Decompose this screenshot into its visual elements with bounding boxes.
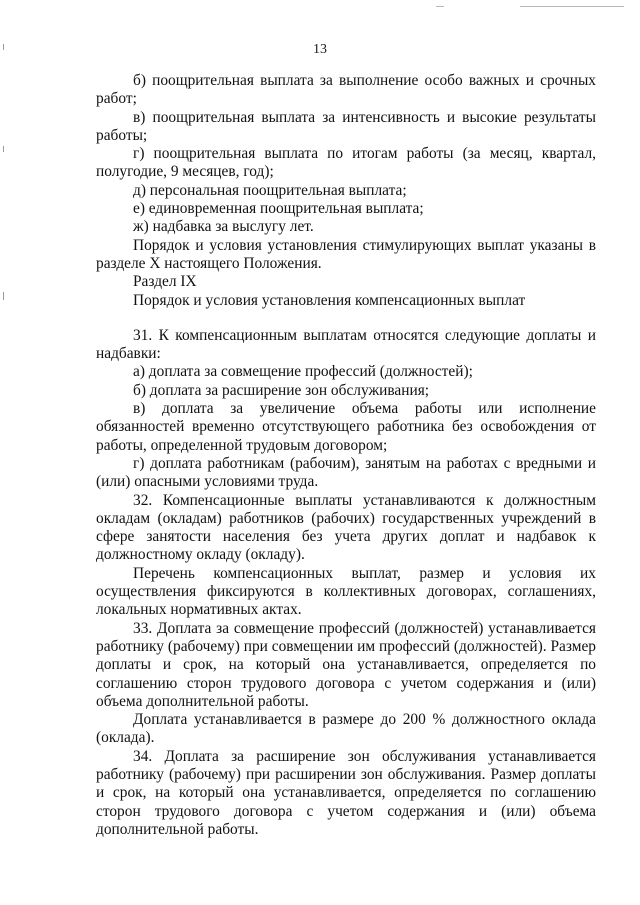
paragraph: б) доплата за расширение зон обслуживания; (133, 381, 430, 399)
paragraph: Порядок и условия установления стимулирующих выплат указаны в разделе X настоящего Положения. (96, 236, 596, 272)
paragraph: Доплата устанавливается в размере до 200 % должностного оклада (оклада). (96, 711, 596, 747)
paragraph: 33. Доплата за совмещение профессий (должностей) устанавливается работнику (рабочему) при совмещении им профессий (должностей). Размер доплаты и срок, на который она устанавливается, определяется по соглашению сторон трудового договора с учетом содержания и (или) объема дополнительной работы. (96, 619, 596, 710)
paragraph: е) единовременная поощрительная выплата; (133, 200, 424, 218)
paragraph: г) поощрительная выплата по итогам работы (за месяц, квартал, полугодие, 9 месяцев, год); (96, 145, 596, 181)
document-body (96, 72, 596, 839)
paragraph: 34. Доплата за расширение зон обслуживания устанавливается работнику (рабочему) при расширении зон обслуживания. Размер доплаты и срок, на который она устанавливается, определяется по соглашению сторон трудового договора с учетом содержания и (или) объема дополнительной работы. (96, 747, 596, 838)
paragraph: б) поощрительная выплата за выполнение особо важных и срочных работ; (96, 72, 596, 108)
scan-artifact (3, 292, 4, 300)
paragraph: в) поощрительная выплата за интенсивность и высокие результаты работы; (96, 108, 596, 144)
paragraph: д) персональная поощрительная выплата; (133, 181, 407, 199)
paragraph: г) доплата работникам (рабочим), занятым на работах с вредными и (или) опасными условиями труда. (96, 454, 596, 491)
paragraph: 32. Компенсационные выплаты устанавливаются к должностным окладам (окладам) работников (рабочих) государственных учреждений в сфере занятости населения без учета других доплат и надбавок к должностному окладу (окладу). (96, 491, 596, 564)
paragraph: ж) надбавка за выслугу лет. (133, 218, 314, 236)
section-subtitle: Порядок и условия установления компенсационных выплат (133, 291, 526, 309)
paragraph: 31. К компенсационным выплатам относятся следующие доплаты и надбавки: (96, 326, 596, 363)
page-number: 13 (313, 42, 327, 57)
scan-artifact (436, 6, 444, 7)
scan-artifact (3, 146, 4, 152)
paragraph: в) доплата за увеличение объема работы или исполнение обязанностей временно отсутствующего работника без освобождения от работы, определенной трудовым договором; (96, 400, 596, 454)
paragraph: Перечень компенсационных выплат, размер и условия их осуществления фиксируются в коллективных договорах, соглашениях, локальных нормативных актах. (96, 564, 596, 619)
section-title: Раздел IX (133, 273, 197, 291)
scan-artifact (520, 6, 624, 7)
paragraph: а) доплата за совмещение профессий (должностей); (133, 363, 473, 381)
